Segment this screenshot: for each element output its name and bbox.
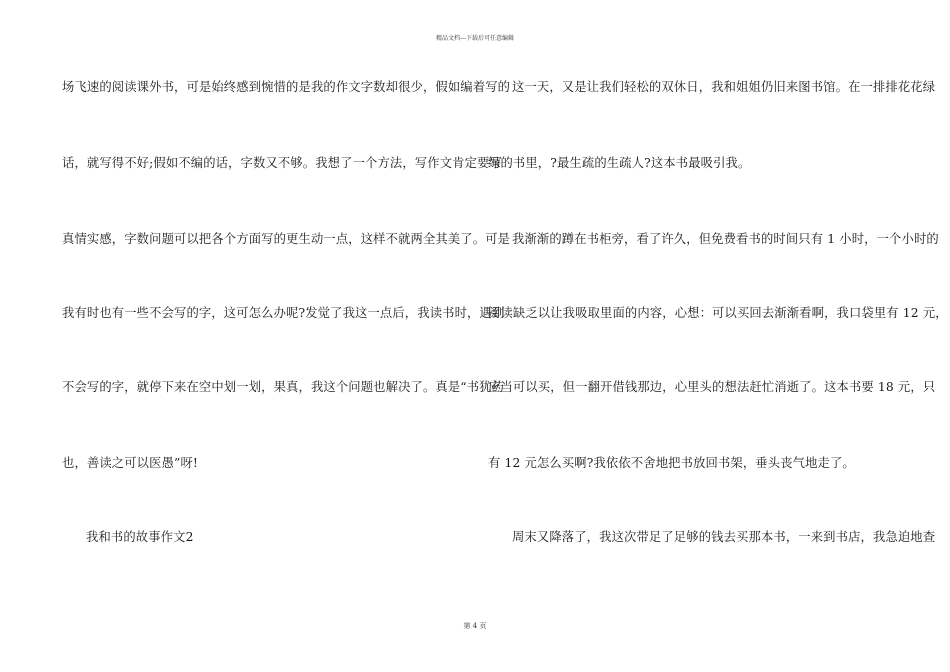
- text-line: 场飞速的阅读课外书，可是始终感到惋惜的是我的作文字数却很少，假如编着写的: [62, 80, 511, 94]
- text-line: 周末又降落了，我这次带足了足够的钱去买那本书，一来到书店，我急迫地查: [512, 530, 936, 544]
- text-line: 真情实感，字数问题可以把各个方面写的更生动一点，这样不就两全其美了。可是: [62, 232, 511, 246]
- text-line: 话，就写得不好;假如不编的话，字数又不够。我想了一个方法，写作文肯定要写: [62, 156, 502, 170]
- text-line: 绿的书里，?最生疏的生疏人?这本书最吸引我。: [488, 156, 751, 170]
- text-line: 我有时也有一些不会写的字，这可怎么办呢?发觉了我这一点后，我读书时，遇到: [62, 306, 505, 320]
- text-line: 阅读缺乏以让我吸取里面的内容，心想：可以买回去渐渐看啊，我口袋里有 12 元，: [488, 306, 948, 320]
- text-line: 有 12 元怎么买啊?我依依不舍地把书放回书架，垂头丧气地走了。: [488, 456, 855, 470]
- text-line: 应当可以买，但一翻开借钱那边，心里头的想法赶忙消逝了。这本书要 18 元，只: [488, 380, 936, 394]
- text-line: 也，善读之可以医愚”呀!: [62, 456, 198, 470]
- text-line: 我渐渐的蹲在书柜旁，看了许久，但免费看书的时间只有 1 小时，一个小时的: [512, 232, 939, 246]
- section-heading: 我和书的故事作文2: [86, 530, 194, 544]
- text-line: 这一天，又是让我们轻松的双休日，我和姐姐仍旧来图书馆。在一排排花花绿: [512, 80, 936, 94]
- page-header: 精品文档---下载后可任意编辑: [435, 35, 515, 42]
- text-line: 不会写的字，就停下来在空中划一划，果真，我这个问题也解决了。真是“书犹药: [62, 380, 505, 394]
- page-number: 第 4 页: [463, 622, 487, 630]
